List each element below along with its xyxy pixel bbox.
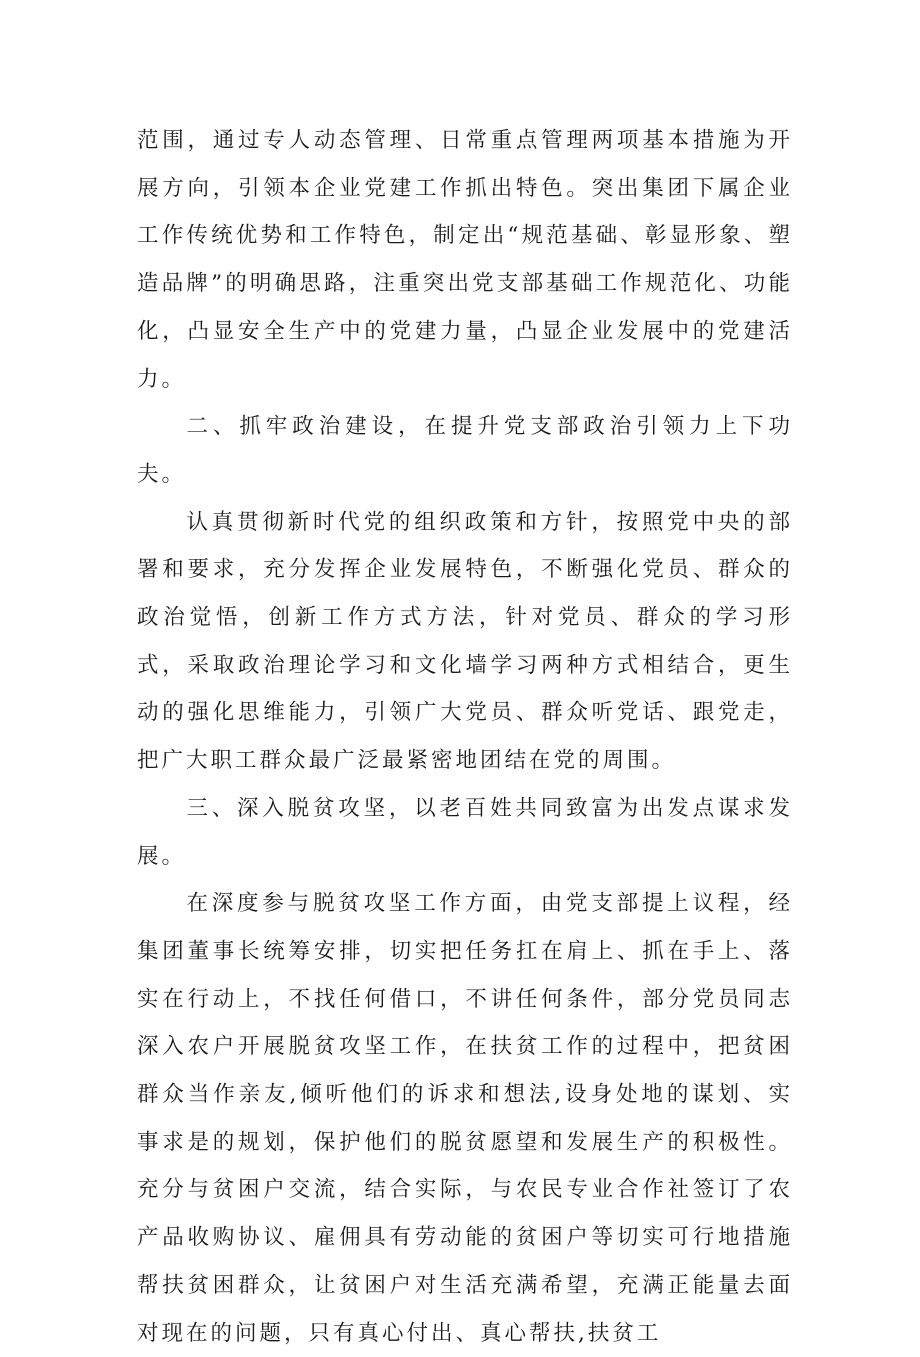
section-heading-3: 三、深入脱贫攻坚，以老百姓共同致富为出发点谋求发展。 <box>137 795 793 869</box>
paragraph-poverty-alleviation: 在深度参与脱贫攻坚工作方面，由党支部提上议程，经集团董事长统筹安排，切实把任务扛在肩上、抓在手上、落实在行动上，不找任何借口，不讲任何条件，部分党员同志深入农户开展脱贫攻坚工作，在扶贫工作的过程中，把贫困群众当作亲友,倾听他们的诉求和想法,设身处地的谋划、实事求是的规划，保护他们的脱贫愿望和发展生产的积极性。充分与贫困户交流，结合实际，与农民专业合作社签订了农产品收购协议、雇佣具有劳动能的贫困户等切实可行地措施帮扶贫困群众，让贫困户对生活充满希望，充满正能量去面对现在的问题，只有真心付出、真心帮扶,扶贫工 <box>137 891 793 1346</box>
document-body <box>137 117 793 1357</box>
section-heading-2: 二、抓牢政治建设，在提升党支部政治引领力上下功夫。 <box>137 414 793 487</box>
paragraph-political-building: 认真贯彻新时代党的组织政策和方针，按照党中央的部署和要求，充分发挥企业发展特色，不断强化党员、群众的政治觉悟，创新工作方式方法，针对党员、群众的学习形式，采取政治理论学习和文化墙学习两种方式相结合，更生动的强化思维能力，引领广大党员、群众听党话、跟党走，把广大职工群众最广泛最紧密地团结在党的周围。 <box>137 509 793 774</box>
paragraph-continuation: 范围，通过专人动态管理、日常重点管理两项基本措施为开展方向，引领本企业党建工作抓出特色。突出集团下属企业工作传统优势和工作特色，制定出“规范基础、彰显形象、塑造品牌”的明确思路，注重突出党支部基础工作规范化、功能化，凸显安全生产中的党建力量，凸显企业发展中的党建活力。 <box>137 128 793 392</box>
